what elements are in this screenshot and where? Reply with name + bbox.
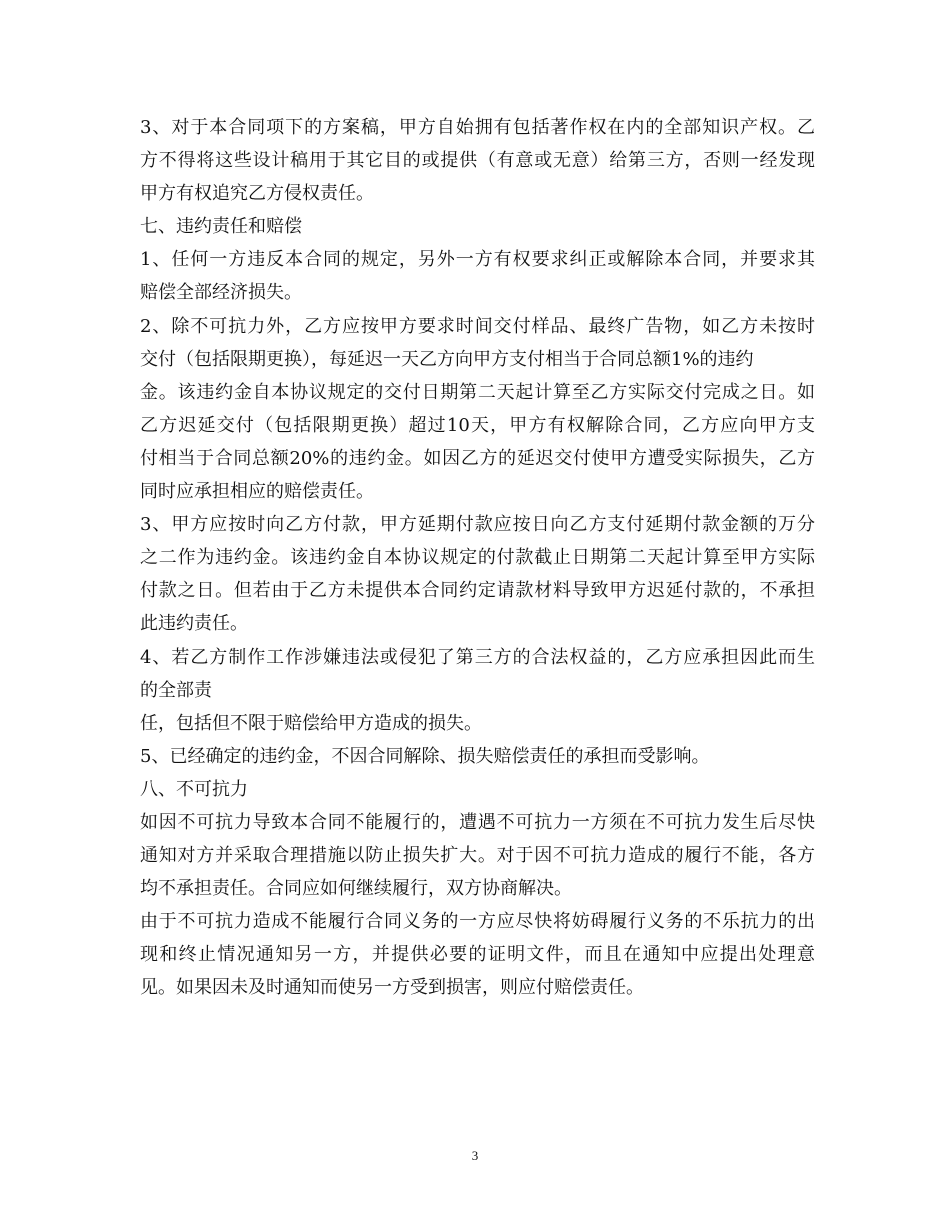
text-line: 八、不可抗力 <box>140 778 248 800</box>
document-body <box>140 116 815 1010</box>
text-line: 赔偿全部经济损失。 <box>140 282 302 304</box>
text-line: 4、若乙方制作工作涉嫌违法或侵犯了第三方的合法权益的，乙方应承担因此而生 <box>140 646 815 668</box>
text-line: 5、已经确定的违约金，不因合同解除、损失赔偿责任的承担而受影响。 <box>140 745 710 767</box>
text-line: 之二作为违约金。该违约金自本协议规定的付款截止日期第二天起计算至甲方实际 <box>140 547 815 569</box>
text-line: 乙方迟延交付（包括限期更换）超过10天，甲方有权解除合同，乙方应向甲方支 <box>140 414 815 436</box>
text-line: 由于不可抗力造成不能履行合同义务的一方应尽快将妨碍履行义务的不乐抗力的出 <box>140 911 815 933</box>
text-line: 均不承担责任。合同应如何继续履行，双方协商解决。 <box>140 878 572 900</box>
text-line: 付相当于合同总额20%的违约金。如因乙方的延迟交付使甲方遭受实际损失，乙方 <box>140 447 815 469</box>
text-line: 如因不可抗力导致本合同不能履行的，遭遇不可抗力一方须在不可抗力发生后尽快 <box>140 811 815 833</box>
text-line: 现和终止情况通知另一方，并提供必要的证明文件，而且在通知中应提出处理意 <box>140 944 815 966</box>
text-line: 七、违约责任和赔偿 <box>140 216 302 238</box>
text-line: 通知对方并采取合理措施以防止损失扩大。对于因不可抗力造成的履行不能，各方 <box>140 845 815 867</box>
text-line: 甲方有权追究乙方侵权责任。 <box>140 183 374 205</box>
text-line: 方不得将这些设计稿用于其它目的或提供（有意或无意）给第三方，否则一经发现 <box>140 150 815 172</box>
text-line: 2、除不可抗力外，乙方应按甲方要求时间交付样品、最终广告物，如乙方未按时 <box>140 315 815 337</box>
text-line: 的全部责 <box>140 679 212 701</box>
text-line: 3、甲方应按时向乙方付款，甲方延期付款应按日向乙方支付延期付款金额的万分 <box>140 514 815 536</box>
text-line: 交付（包括限期更换），每延迟一天乙方向甲方支付相当于合同总额1%的违约 <box>140 348 754 370</box>
text-line: 付款之日。但若由于乙方未提供本合同约定请款材料导致甲方迟延付款的，不承担 <box>140 580 815 602</box>
page-number: 3 <box>471 1148 479 1163</box>
text-line: 金。该违约金自本协议规定的交付日期第二天起计算至乙方实际交付完成之日。如 <box>140 381 815 403</box>
text-line: 见。如果因未及时通知而使另一方受到损害，则应付赔偿责任。 <box>140 977 644 999</box>
text-line: 1、任何一方违反本合同的规定，另外一方有权要求纠正或解除本合同，并要求其 <box>140 249 815 271</box>
text-line: 同时应承担相应的赔偿责任。 <box>140 481 374 503</box>
text-line: 3、对于本合同项下的方案稿，甲方自始拥有包括著作权在内的全部知识产权。乙 <box>140 117 815 138</box>
text-line: 此违约责任。 <box>140 613 248 635</box>
text-line: 任，包括但不限于赔偿给甲方造成的损失。 <box>140 712 482 734</box>
